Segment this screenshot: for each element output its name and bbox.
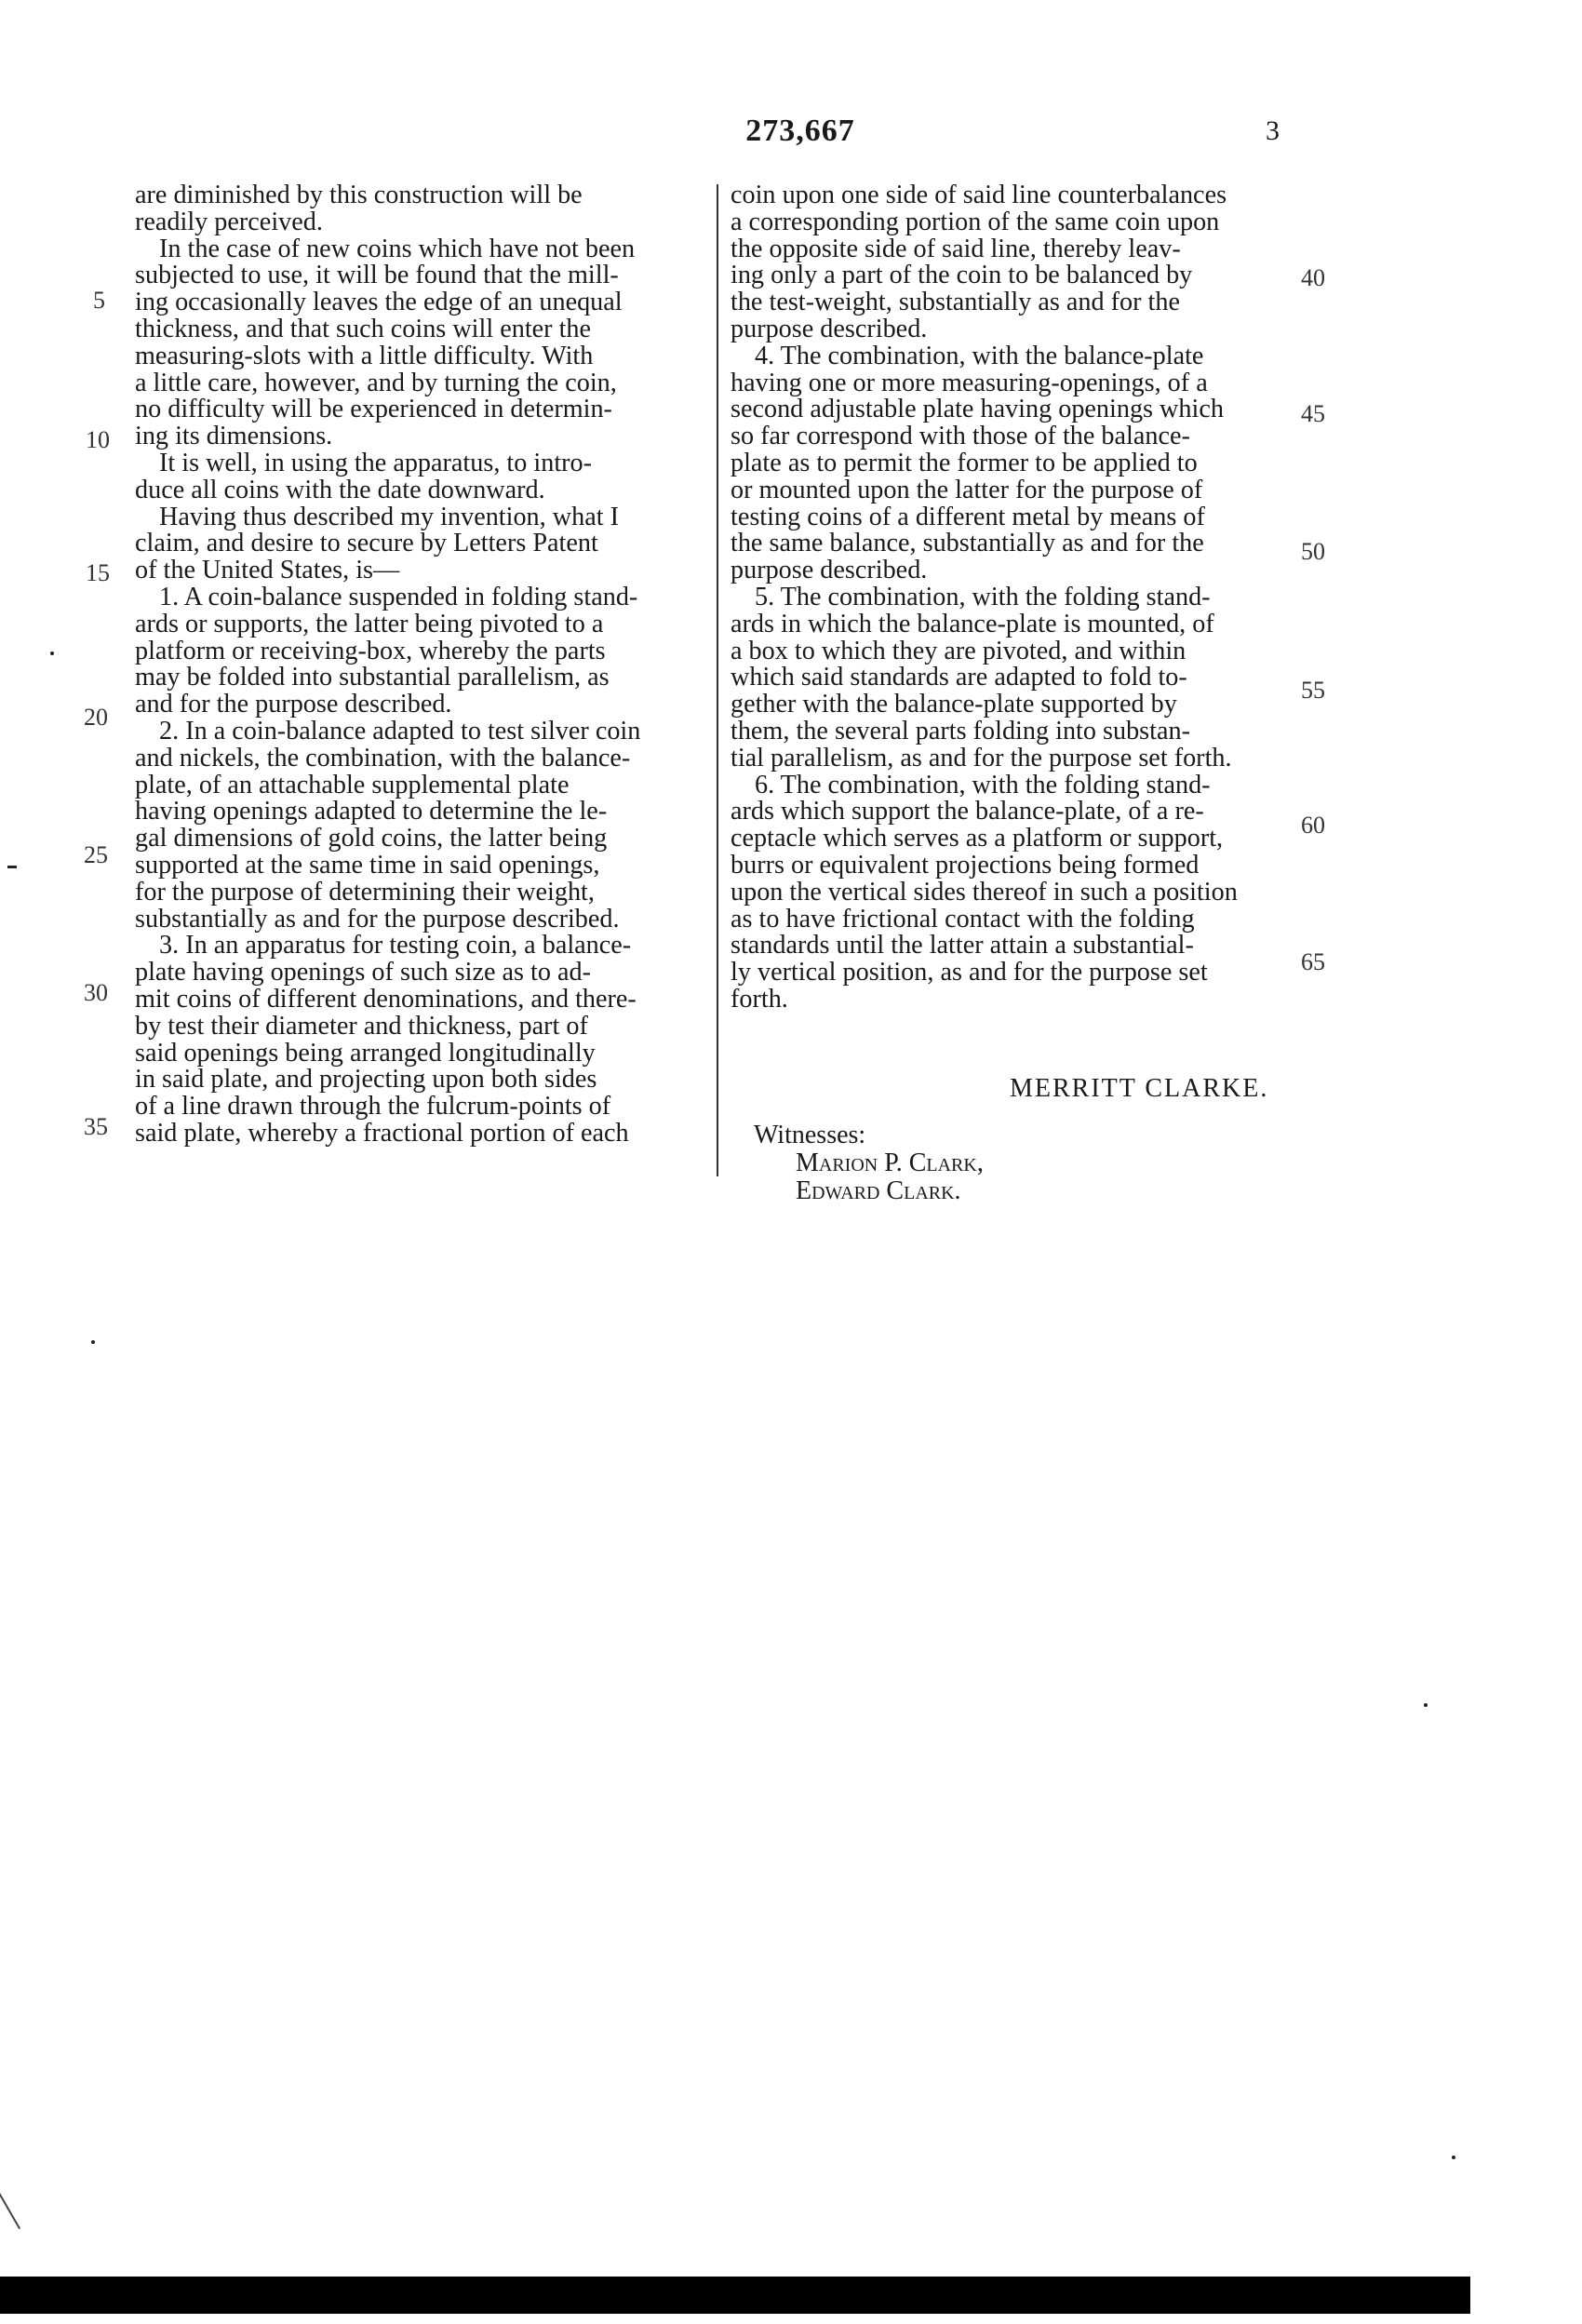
text-line: having openings adapted to determine the le- bbox=[135, 799, 608, 826]
text-line: ly vertical position, as and for the purpose set bbox=[731, 960, 1208, 987]
text-line: substantially as and for the purpose described. bbox=[135, 906, 620, 934]
witness-name: Edward Clark. bbox=[796, 1176, 961, 1205]
text-line: 4. The combination, with the balance-plate bbox=[755, 343, 1204, 370]
text-line: ing only a part of the coin to be balanced by bbox=[731, 262, 1193, 290]
text-line: them, the several parts folding into substan- bbox=[731, 718, 1190, 746]
line-number: 25 bbox=[84, 841, 108, 868]
line-number: 65 bbox=[1301, 948, 1325, 975]
text-line: ards which support the balance-plate, of a re- bbox=[731, 799, 1204, 826]
text-line: a little care, however, and by turning the coin, bbox=[135, 369, 617, 397]
text-line: plate having openings of such size as to ad- bbox=[135, 960, 592, 987]
text-line: are diminished by this construction will be bbox=[135, 182, 583, 209]
right-column bbox=[731, 182, 1289, 1014]
text-line: of the United States, is— bbox=[135, 557, 400, 584]
inventor-signature: MERRITT CLARKE. bbox=[1010, 1074, 1269, 1103]
text-line: a corresponding portion of the same coin upon bbox=[731, 208, 1220, 236]
line-number: 10 bbox=[86, 426, 110, 453]
text-line: may be folded into substantial parallelism, as bbox=[135, 665, 610, 692]
text-line: or mounted upon the latter for the purpose of bbox=[731, 477, 1203, 504]
line-number: 35 bbox=[84, 1113, 108, 1140]
text-line: claim, and desire to secure by Letters Patent bbox=[135, 531, 598, 558]
scan-speck bbox=[1424, 1703, 1428, 1707]
text-line: measuring-slots with a little difficulty. With bbox=[135, 343, 594, 370]
text-line: by test their diameter and thickness, part of bbox=[135, 1013, 588, 1041]
text-line: having one or more measuring-openings, of a bbox=[731, 369, 1208, 397]
text-line: 5. The combination, with the folding stand- bbox=[755, 584, 1211, 611]
text-line: forth. bbox=[731, 986, 788, 1014]
text-line: for the purpose of determining their weight, bbox=[135, 879, 595, 907]
text-line: which said standards are adapted to fold to- bbox=[731, 665, 1187, 692]
scan-scratch bbox=[0, 2193, 20, 2229]
text-line: It is well, in using the apparatus, to intro- bbox=[159, 450, 593, 477]
text-line: in said plate, and projecting upon both sides bbox=[135, 1067, 597, 1095]
line-number: 45 bbox=[1301, 400, 1325, 427]
line-number: 20 bbox=[84, 704, 108, 731]
text-line: upon the vertical sides thereof in such a position bbox=[731, 879, 1238, 907]
text-line: gal dimensions of gold coins, the latter being bbox=[135, 826, 608, 853]
text-line: supported at the same time in said openings, bbox=[135, 852, 600, 880]
line-number: 30 bbox=[84, 979, 108, 1006]
bottom-scan-bar bbox=[0, 2277, 1470, 2314]
text-line: the test-weight, substantially as and for the bbox=[731, 289, 1180, 316]
text-line: ards in which the balance-plate is mounted, of bbox=[731, 611, 1214, 638]
text-line: ing its dimensions. bbox=[135, 423, 333, 450]
text-line: of a line drawn through the fulcrum-points of bbox=[135, 1094, 611, 1121]
scan-speck bbox=[1452, 2156, 1455, 2159]
text-line: 3. In an apparatus for testing coin, a balance- bbox=[159, 933, 632, 960]
line-number: 15 bbox=[86, 559, 110, 586]
text-line: and nickels, the combination, with the balance- bbox=[135, 745, 631, 772]
line-number: 55 bbox=[1301, 677, 1325, 704]
line-number: 5 bbox=[93, 287, 105, 314]
text-line: the same balance, substantially as and for the bbox=[731, 531, 1204, 558]
text-line: plate, of an attachable supplemental plate bbox=[135, 772, 570, 799]
text-line: Having thus described my invention, what I bbox=[159, 504, 619, 531]
text-line: coin upon one side of said line counterbalances bbox=[731, 182, 1227, 209]
text-line: 1. A coin-balance suspended in folding stand- bbox=[159, 584, 638, 611]
scan-speck bbox=[91, 1340, 95, 1344]
text-line: so far correspond with those of the balance- bbox=[731, 423, 1190, 450]
text-line: ing occasionally leaves the edge of an unequal bbox=[135, 289, 623, 316]
witnesses-label: Witnesses: bbox=[754, 1121, 866, 1149]
text-line: readily perceived. bbox=[135, 208, 323, 236]
text-line: purpose described. bbox=[731, 316, 928, 343]
text-line: testing coins of a different metal by means of bbox=[731, 504, 1205, 531]
text-line: duce all coins with the date downward. bbox=[135, 477, 545, 504]
text-line: plate as to permit the former to be applied to bbox=[731, 450, 1198, 477]
column-divider bbox=[717, 184, 718, 1176]
text-line: thickness, and that such coins will enter the bbox=[135, 316, 592, 343]
text-line: ceptacle which serves as a platform or support, bbox=[731, 826, 1224, 853]
text-line: purpose described. bbox=[731, 557, 928, 584]
text-line: 2. In a coin-balance adapted to test silver coin bbox=[159, 718, 641, 746]
scan-speck bbox=[7, 866, 17, 868]
text-line: tial parallelism, as and for the purpose set forth. bbox=[731, 745, 1232, 772]
text-line: standards until the latter attain a substantial- bbox=[731, 933, 1194, 960]
left-column bbox=[135, 182, 701, 1148]
text-line: burrs or equivalent projections being formed bbox=[731, 852, 1200, 880]
text-line: In the case of new coins which have not been bbox=[159, 235, 636, 263]
text-line: mit coins of different denominations, and there- bbox=[135, 986, 637, 1014]
line-number: 60 bbox=[1301, 812, 1325, 839]
text-line: a box to which they are pivoted, and within bbox=[731, 638, 1186, 665]
sheet-number: 3 bbox=[1266, 115, 1280, 146]
text-line: no difficulty will be experienced in determin- bbox=[135, 396, 612, 424]
line-number: 50 bbox=[1301, 538, 1325, 565]
text-line: 6. The combination, with the folding stand- bbox=[755, 772, 1211, 799]
text-line: as to have frictional contact with the folding bbox=[731, 906, 1195, 934]
scan-speck bbox=[50, 652, 54, 655]
text-line: and for the purpose described. bbox=[135, 692, 452, 719]
page-number: 273,667 bbox=[745, 114, 855, 148]
text-line: the opposite side of said line, thereby leav- bbox=[731, 235, 1181, 263]
witness-name: Marion P. Clark, bbox=[796, 1149, 984, 1177]
text-line: said openings being arranged longitudinally bbox=[135, 1040, 596, 1068]
text-line: ards or supports, the latter being pivoted to a bbox=[135, 611, 604, 638]
text-line: platform or receiving-box, whereby the parts bbox=[135, 638, 606, 665]
line-number: 40 bbox=[1301, 264, 1325, 291]
text-line: subjected to use, it will be found that the mill- bbox=[135, 262, 619, 290]
text-line: said plate, whereby a fractional portion of each bbox=[135, 1120, 629, 1148]
text-line: gether with the balance-plate supported by bbox=[731, 692, 1177, 719]
text-line: second adjustable plate having openings which bbox=[731, 396, 1224, 424]
